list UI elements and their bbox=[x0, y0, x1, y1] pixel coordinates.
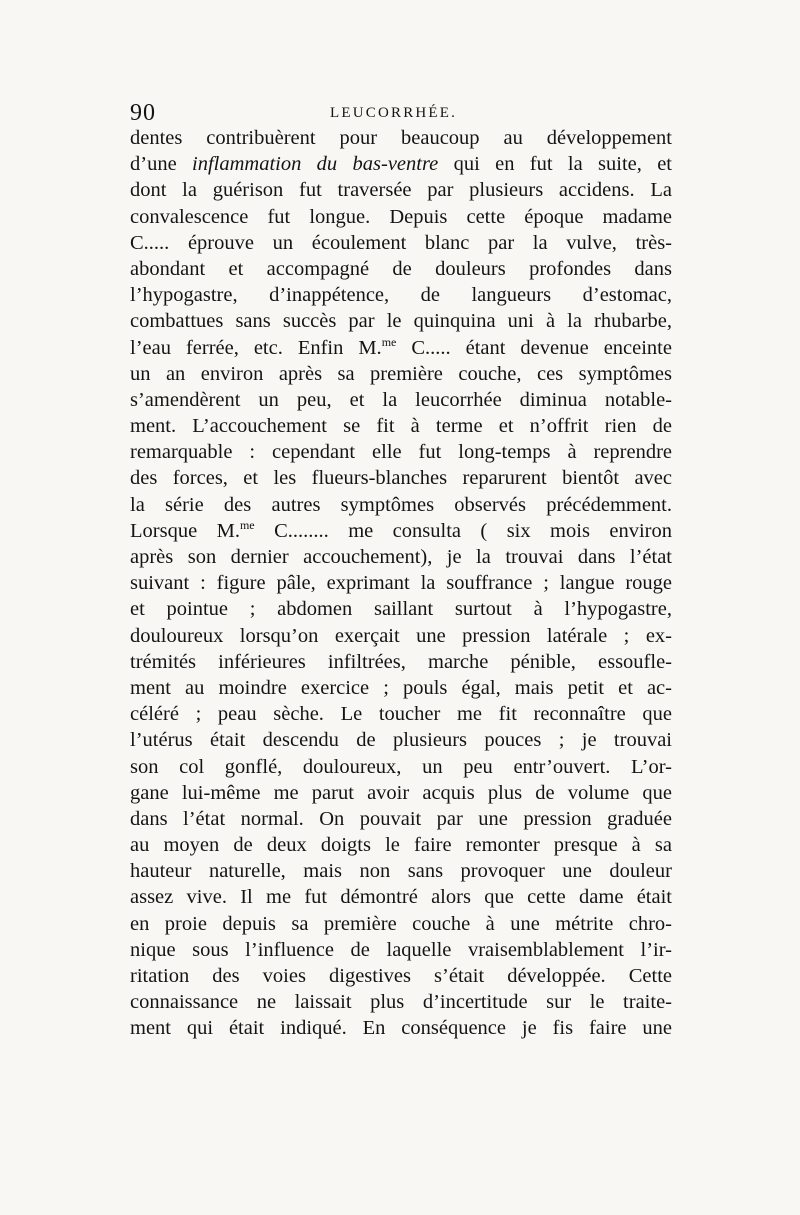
text-segment: des forces, et les flueurs-blanches reparurent bientôt avec bbox=[130, 467, 672, 490]
body-text bbox=[130, 125, 672, 1042]
text-segment: convalescence fut longue. Depuis cette époque madame bbox=[130, 205, 672, 228]
text-line bbox=[130, 230, 672, 256]
text-segment: assez vive. Il me fut démontré alors que cette dame était bbox=[130, 886, 672, 909]
text-line bbox=[130, 204, 672, 230]
text-line bbox=[130, 492, 672, 518]
text-segment: dentes contribuèrent pour beaucoup au développement bbox=[130, 127, 672, 149]
text-line bbox=[130, 413, 672, 439]
text-line bbox=[130, 884, 672, 910]
text-segment: C..... éprouve un écoulement blanc par la vulve, très- bbox=[130, 231, 672, 254]
text-segment: d’une bbox=[130, 153, 193, 176]
page-number: 90 bbox=[130, 100, 156, 126]
text-segment: gane lui-même me parut avoir acquis plus de volume que bbox=[130, 781, 672, 804]
text-line bbox=[130, 701, 672, 727]
running-head: LEUCORRHÉE. bbox=[330, 105, 458, 121]
text-line bbox=[130, 727, 672, 753]
text-segment: l’hypogastre, d’inappétence, de langueurs d’estomac, bbox=[130, 284, 672, 307]
text-line bbox=[130, 806, 672, 832]
text-segment: s’amendèrent un peu, et la leucorrhée diminua notable- bbox=[130, 388, 672, 411]
superscript-text: me bbox=[381, 334, 397, 349]
text-line bbox=[130, 937, 672, 963]
text-segment: ment au moindre exercice ; pouls égal, mais petit et ac- bbox=[130, 676, 672, 699]
text-line bbox=[130, 439, 672, 465]
superscript-text: me bbox=[239, 517, 255, 532]
text-line bbox=[130, 518, 672, 544]
text-line bbox=[130, 387, 672, 413]
text-line bbox=[130, 832, 672, 858]
text-segment: ritation des voies digestives s’était développée. Cette bbox=[130, 965, 672, 987]
text-line bbox=[130, 754, 672, 780]
text-segment: en proie depuis sa première couche à une métrite chro- bbox=[130, 912, 672, 935]
text-line bbox=[130, 308, 672, 334]
text-segment: l’eau ferrée, etc. Enfin M. bbox=[130, 336, 382, 359]
text-line bbox=[130, 570, 672, 596]
text-line bbox=[130, 282, 672, 308]
text-segment: combattues sans succès par le quinquina uni à la rhubarbe, bbox=[130, 310, 672, 333]
text-line bbox=[130, 596, 672, 622]
text-line bbox=[130, 963, 672, 989]
text-segment: qui en fut la suite, et bbox=[438, 153, 672, 176]
text-segment: abondant et accompagné de douleurs profondes dans bbox=[130, 257, 672, 280]
text-segment: dont la guérison fut traversée par plusieurs accidens. La bbox=[130, 179, 672, 202]
text-line bbox=[130, 623, 672, 649]
text-line bbox=[130, 649, 672, 675]
text-line bbox=[130, 989, 672, 1015]
text-segment: au moyen de deux doigts le faire remonter presque à sa bbox=[130, 834, 672, 857]
text-segment: céléré ; peau sèche. Le toucher me fit reconnaître que bbox=[130, 703, 672, 726]
text-segment: ment qui était indiqué. En conséquence je fis faire une bbox=[130, 1017, 672, 1040]
text-line bbox=[130, 544, 672, 570]
text-segment: l’utérus était descendu de plusieurs pouces ; je trouvai bbox=[130, 729, 672, 752]
text-segment: Lorsque M. bbox=[130, 519, 240, 542]
text-line bbox=[130, 361, 672, 387]
text-segment: hauteur naturelle, mais non sans provoquer une douleur bbox=[130, 860, 672, 883]
page-header bbox=[130, 98, 670, 128]
text-segment: remarquable : cependant elle fut long-temps à reprendre bbox=[130, 441, 672, 464]
text-line bbox=[130, 335, 672, 361]
text-segment: après son dernier accouchement), je la trouvai dans l’état bbox=[130, 546, 672, 568]
text-line bbox=[130, 177, 672, 203]
text-line bbox=[130, 1015, 672, 1041]
text-segment: ment. L’accouchement se fit à terme et n’offrit rien de bbox=[130, 415, 672, 438]
text-segment: la série des autres symptômes observés précédemment. bbox=[130, 493, 672, 516]
text-line bbox=[130, 675, 672, 701]
text-line bbox=[130, 125, 672, 151]
text-segment: un an environ après sa première couche, ces symptômes bbox=[130, 362, 672, 385]
text-segment: douloureux lorsqu’on exerçait une pression latérale ; ex- bbox=[130, 624, 672, 647]
text-line bbox=[130, 465, 672, 491]
text-segment: C..... étant devenue enceinte bbox=[396, 336, 672, 359]
text-segment: et pointue ; abdomen saillant surtout à l’hypogastre, bbox=[130, 598, 672, 621]
text-segment: trémités inférieures infiltrées, marche pénible, essoufle- bbox=[130, 650, 672, 673]
text-segment: dans l’état normal. On pouvait par une pression graduée bbox=[130, 807, 672, 830]
text-line bbox=[130, 858, 672, 884]
text-segment: C........ me consulta ( six mois environ bbox=[254, 519, 672, 542]
text-segment: son col gonflé, douloureux, un peu entr’ouvert. L’or- bbox=[130, 755, 672, 778]
text-line bbox=[130, 911, 672, 937]
italic-text: inflammation du bas-ventre bbox=[192, 153, 439, 176]
text-segment: suivant : figure pâle, exprimant la souffrance ; langue rouge bbox=[130, 572, 672, 595]
text-segment: connaissance ne laissait plus d’incertitude sur le traite- bbox=[130, 991, 672, 1014]
text-segment: nique sous l’influence de laquelle vraisemblablement l’ir- bbox=[130, 938, 672, 961]
text-line bbox=[130, 780, 672, 806]
text-line bbox=[130, 151, 672, 177]
text-line bbox=[130, 256, 672, 282]
